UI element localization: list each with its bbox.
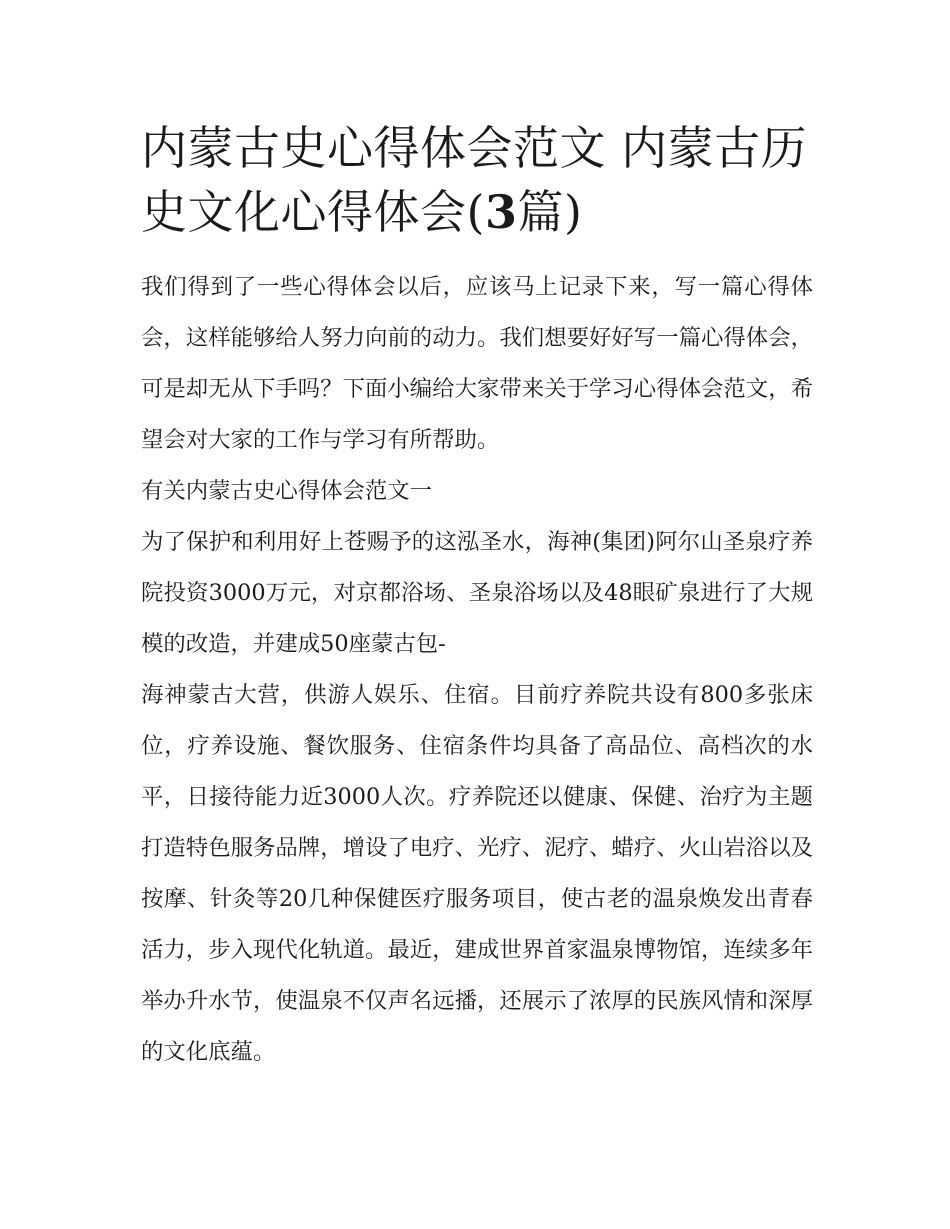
title-text-part1: 内蒙古史心得体会范文 内蒙古历史文化心得体会( <box>141 121 808 239</box>
title-count-number: 3 <box>484 185 518 239</box>
document-content <box>141 116 813 1078</box>
title-text-part2: 篇) <box>517 185 583 239</box>
document-title <box>141 116 813 244</box>
body-paragraph-2: 海神蒙古大营，供游人娱乐、住宿。目前疗养院共设有800多张床位，疗养设施、餐饮服务、住宿条件均具备了高品位、高档次的水平，日接待能力近3000人次。疗养院还以健康、保健、治疗为主题打造特色服务品牌，增设了电疗、光疗、泥疗、蜡疗、火山岩浴以及按摩、针灸等20几种保健医疗服务项目，使古老的温泉焕发出青春活力，步入现代化轨道。最近，建成世界首家温泉博物馆，连续多年举办升水节，使温泉不仅声名远播，还展示了浓厚的民族风情和深厚的文化底蕴。 <box>141 682 813 1065</box>
section-heading: 有关内蒙古史心得体会范文一 <box>141 478 433 504</box>
body-paragraph-1: 为了保护和利用好上苍赐予的这泓圣水，海神(集团)阿尔山圣泉疗养院投资3000万元，对京都浴场、圣泉浴场以及48眼矿泉进行了大规模的改造，并建成50座蒙古包- <box>141 529 813 657</box>
intro-paragraph: 我们得到了一些心得体会以后，应该马上记录下来，写一篇心得体会，这样能够给人努力向前的动力。我们想要好好写一篇心得体会，可是却无从下手吗？下面小编给大家带来关于学习心得体会范文，希望会对大家的工作与学习有所帮助。 <box>141 274 813 453</box>
